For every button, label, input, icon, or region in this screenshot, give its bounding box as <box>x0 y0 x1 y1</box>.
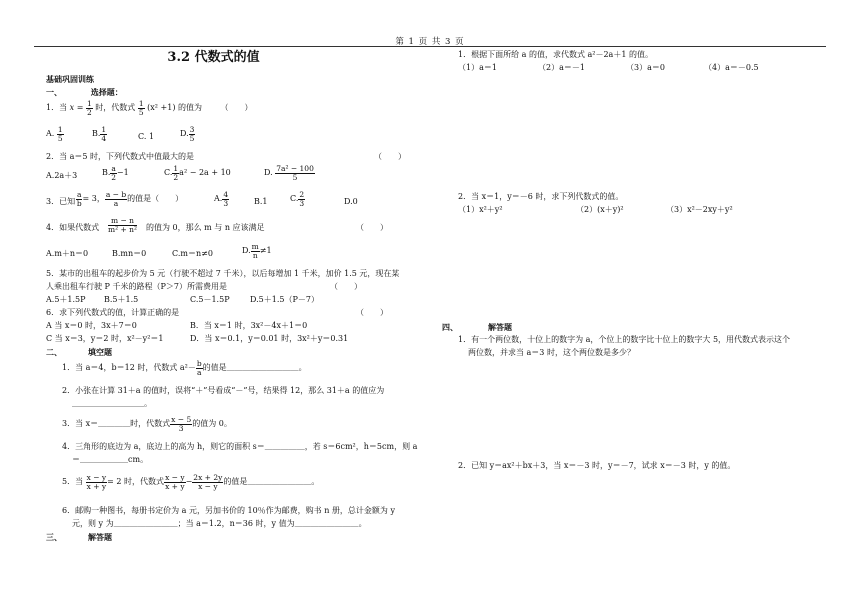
q2-option-d: D. $\frac{\text{7a² − 100}}{5}$ <box>264 164 314 182</box>
left-column <box>46 50 421 545</box>
answer-2-options: （1）x²＋y² （2）(x＋y)² （3）x²－2xy＋y² <box>458 205 733 214</box>
q2-option-c: C. $\frac{1}{2}$ a² − 2a + 10 <box>164 164 231 182</box>
q3-option-c: C. $\frac{2}{3}$ <box>290 190 305 208</box>
right-column <box>442 50 822 474</box>
section-fill-heading: 二、 填空题 <box>46 347 112 358</box>
q3-option-b: B.1 <box>254 197 268 207</box>
q1-blank: （ ） <box>220 103 253 113</box>
section-title: 选择题： <box>90 87 123 98</box>
q1-option-a: A. $\frac{1}{5}$ <box>46 125 63 143</box>
q1-var: x = <box>69 103 84 113</box>
fill-3: 3．当 x＝＿＿＿＿时，代数式 $\frac{x - 5}{3}$ 的值为 0。 <box>62 415 232 433</box>
q1-pre: 1．当 <box>46 103 68 113</box>
question-5-line-1: 5．某市的出租车的起步价为 5 元（行驶不超过 7 千米），以后每增加 1 千米，加价 1.5 元，现在某 <box>46 269 400 279</box>
q2-option-b: B. $\frac{a}{2}$ −1 <box>102 164 129 182</box>
q2-blank: （ ） <box>374 152 406 162</box>
section-basic: 基础巩固训练 <box>46 74 94 85</box>
fill-5: 5．当 $\frac{x - y}{x + y}$ = 2 时，代数式 $\frac{x - y}{x + y}$ − $\frac{2x + 2y}{x - y}$ 的值是＿＿＿＿＿＿＿＿。 <box>62 473 320 491</box>
section-choice-heading <box>46 87 421 100</box>
q1-frac-fifth: $\frac{1}{5}$ <box>138 99 144 117</box>
q6-options-row1: A 当 x＝0 时，3x＋7＝0 B．当 x＝1 时，3x²－4x＋1＝0 <box>46 321 308 331</box>
q4-options: A.m＋n＝0 B.mn＝0 C.m＝n≠0 D. $\frac{m}{n}$ ≠1 <box>46 242 272 260</box>
question-1 <box>46 100 421 126</box>
q3-expr: $\frac{a}{b}$ = 3， $\frac{a - b}{a}$ 的值是（ ） <box>76 190 184 208</box>
q1-option-c: C. 1 <box>138 132 155 142</box>
q4-option-d: D. $\frac{m}{n}$ ≠1 <box>242 242 272 260</box>
answer-1: 1．根据下面所给 a 的值，求代数式 a²－2a＋1 的值。 <box>458 50 653 59</box>
b1-line-2: 两位数，并求当 a＝3 时，这个两位数是多少？ <box>468 348 635 357</box>
answer-1-options: （1）a＝1 （2）a＝－1 （3）a＝0 （4）a＝－0.5 <box>458 63 759 72</box>
fill-2-line-1: 2．小张在计算 31＋a 的值时，误将“＋”号看成“－”号，结果得 12，那么 31＋a 的值应为 <box>62 386 385 396</box>
section-answer-heading-3: 三、 解答题 <box>46 532 112 543</box>
q1-mid: 时，代数式 <box>95 103 136 113</box>
header-rule <box>34 46 826 47</box>
fill-4-line-1: 4．三角形的底边为 a，底边上的高为 h，则它的面积 s＝＿＿＿＿＿，若 s＝6cm²，h＝5cm，则 a <box>62 442 418 452</box>
q4-blank: （ ） <box>356 223 388 233</box>
q1-frac-half: $\frac{1}{2}$ <box>86 99 92 117</box>
q1-expr: (x² +1) 的值为 <box>147 103 202 113</box>
q1-options <box>46 126 421 152</box>
q6-options-row2: C 当 x＝3，y＝2 时，x²－y²＝1 D．当 x＝0.1，y＝0.01 时，3x²＋y＝0.31 <box>46 334 349 344</box>
question-5-line-2: 人乘出租车行驶 P 千米的路程（P＞7）所需费用是 （ ） <box>46 282 362 292</box>
q4-frac: $\frac{m - n}{\text{m² + n²}}$ <box>108 216 138 234</box>
q2-options <box>46 165 421 191</box>
answer-2: 2．当 x＝1，y＝－6 时，求下列代数式的值。 <box>458 192 624 201</box>
fill-6-line-1: 6．邮购一种图书，每册书定价为 a 元，另加书价的 10％作为邮费，购书 n 册，总计金额为 y <box>62 506 395 516</box>
b1-line-1: 1．有一个两位数，十位上的数字为 a，个位上的数字比十位上的数字大 5，用代数式表示这个 <box>458 335 791 344</box>
question-4: 4．如果代数式 $\frac{m - n}{\text{m² + n²}}$ 的值为 0，那么 m 与 n 应该满足 （ ） <box>46 216 388 234</box>
section-number: 一、 <box>46 87 62 98</box>
q5-options: A.5＋1.5P B.5＋1.5 C.5－1.5P D.5＋1.5（P－7） <box>46 295 319 305</box>
question-6: 6．求下列代数式的值，计算正确的是 （ ） <box>46 308 388 318</box>
q3-option-a: A. $\frac{4}{3}$ <box>214 190 229 208</box>
section-answer-heading-4: 四、 解答题 <box>442 322 512 332</box>
fill-6-line-2: 元，则 y 为＿＿＿＿＿＿＿＿；当 a＝1.2，n＝36 时，y 值为＿＿＿＿＿＿＿＿。 <box>72 519 367 529</box>
q3-option-d: D.0 <box>344 197 358 207</box>
page-header: 第 1 页 共 3 页 <box>395 37 465 47</box>
question-2: 2．当 a＝5 时，下列代数式中值最大的是 （ ） <box>46 152 406 162</box>
q2-option-a: A.2a＋3 <box>46 171 78 181</box>
fill-4-line-2: ＝＿＿＿＿＿＿cm。 <box>72 455 149 465</box>
fill-1: 1．当 a＝4，b＝12 时，代数式 a²－ $\frac{b}{a}$ 的值是＿＿＿＿＿＿＿＿＿。 <box>62 359 307 377</box>
question-3: 3．已知 $\frac{a}{b}$ = 3， $\frac{a - b}{a}$ 的值是（ ） A. $\frac{4}{3}$ B.1 C. $\frac{2}{3}$ D.0 <box>46 190 358 208</box>
q1-option-d: D. $\frac{3}{5}$ <box>180 125 195 143</box>
fill-2-line-2: ＿＿＿＿＿＿＿＿＿。 <box>72 399 152 409</box>
page-title: 3.2 代数式的值 <box>167 50 260 65</box>
q1-option-b: B. $\frac{1}{4}$ <box>92 125 107 143</box>
b2-line-1: 2．已知 y＝ax²＋bx＋3，当 x＝－3 时，y＝－7，试求 x＝－3 时，y 的值。 <box>458 461 736 470</box>
